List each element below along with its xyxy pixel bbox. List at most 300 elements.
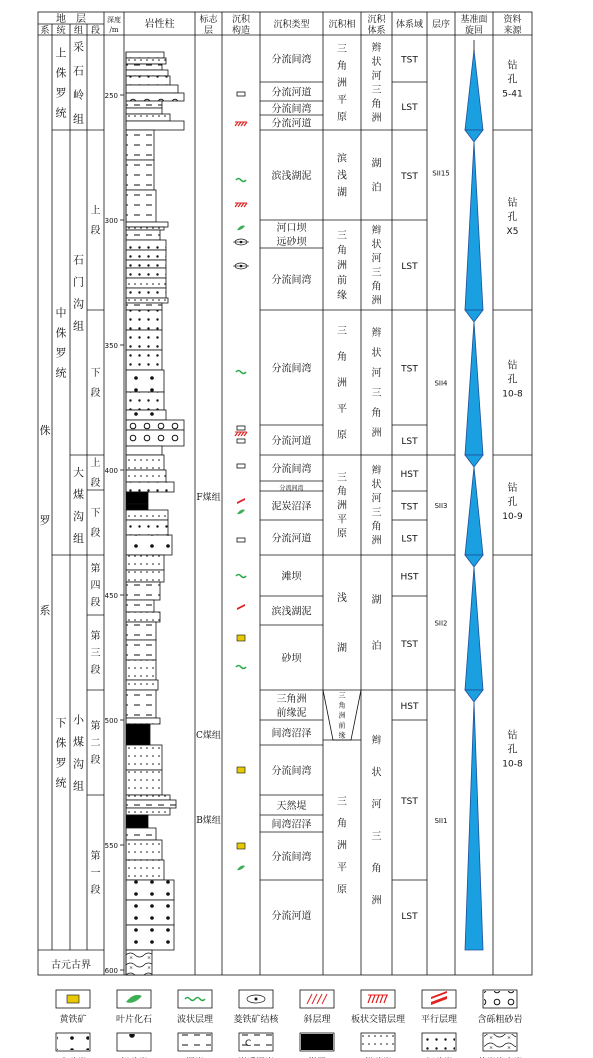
lithology-bed xyxy=(126,808,170,815)
header-base-level-2: 旋回 xyxy=(464,26,484,36)
member-4-char: 四 xyxy=(90,580,101,592)
lithology-bed xyxy=(126,288,166,298)
member-3 xyxy=(91,507,101,539)
sed-type-22: 分流河道 xyxy=(271,911,312,922)
source-0-a: 钻 xyxy=(507,60,518,72)
source-3-a: 钻 xyxy=(507,483,518,494)
sed-type-11: 泥炭沼泽 xyxy=(271,501,312,513)
formation-0 xyxy=(73,40,84,125)
depth-tick-600: 600 xyxy=(104,967,118,975)
source-1-a: 钻 xyxy=(507,198,518,209)
facies-3-char: 角 xyxy=(337,352,347,363)
sequence-3: SII2 xyxy=(434,619,448,628)
lithology-bed xyxy=(126,690,156,718)
formation-3-char: 组 xyxy=(73,779,84,793)
lithology-bed xyxy=(126,108,162,114)
formation-3-char: 煤 xyxy=(73,735,84,749)
lithology-bed xyxy=(126,230,160,240)
legend-item-15 xyxy=(477,1033,522,1058)
member-0-char: 上 xyxy=(90,205,101,217)
facies-2-char: 前 xyxy=(337,275,347,287)
member-5 xyxy=(91,629,101,676)
sed-type-17: 间湾沼泽 xyxy=(271,728,312,740)
header-systems-tract: 体系域 xyxy=(395,20,424,30)
facies-5-char: 浅 xyxy=(337,593,347,604)
facies-1-char: 湖 xyxy=(337,187,347,199)
member-6-char: 第 xyxy=(90,721,101,732)
legend-item-3 xyxy=(233,990,279,1025)
lithology-bed xyxy=(126,680,158,690)
table-frame xyxy=(38,12,532,975)
member-4 xyxy=(91,562,101,609)
formation-2-char: 组 xyxy=(73,531,84,545)
lithology-bed xyxy=(126,492,148,504)
sed-type-6: 分流间湾 xyxy=(271,275,312,286)
series-1-char: 侏 xyxy=(55,326,67,340)
header-marker-bed: 标志 xyxy=(199,15,218,25)
dep-system-2-char: 辫 xyxy=(371,225,382,237)
facies-6 xyxy=(339,691,346,739)
header-facies: 沉积相 xyxy=(328,20,356,30)
leaf-fossil-icon xyxy=(237,226,245,231)
facies-0-char: 洲 xyxy=(337,78,347,89)
lithology-bed xyxy=(126,520,168,535)
lithology-bed xyxy=(126,370,164,392)
member-6-char: 二 xyxy=(90,738,101,749)
pyrite-icon xyxy=(237,635,245,641)
legend-item-13 xyxy=(361,1033,395,1058)
lithology-bed xyxy=(126,85,178,93)
facies-0 xyxy=(337,43,347,123)
parallel-bedding-icon xyxy=(237,604,245,610)
member-1-char: 段 xyxy=(90,388,101,399)
depth-tick-400: 400 xyxy=(104,467,118,475)
lithology-bed xyxy=(126,222,168,227)
sed-type-8: 分流河道 xyxy=(271,436,312,447)
source-0-c: 5-41 xyxy=(502,89,523,100)
facies-0-char: 角 xyxy=(337,61,347,72)
siderite-concretion-icon xyxy=(233,239,249,245)
dep-system-4-char: 河 xyxy=(371,493,382,505)
dep-system-6 xyxy=(372,734,382,907)
legend-item-11 xyxy=(238,1033,274,1058)
wavy-bedding-icon xyxy=(236,666,246,669)
member-0 xyxy=(91,204,101,237)
dep-system-3-char: 河 xyxy=(371,368,382,379)
facies-2-char: 角 xyxy=(337,245,347,257)
dep-system-6-char: 河 xyxy=(371,799,382,811)
sed-type-4: 滨浅湖泥 xyxy=(271,171,312,182)
sed-type-2: 分流间湾 xyxy=(271,104,312,115)
member-5-char: 第 xyxy=(90,631,101,642)
formation-2-char: 煤 xyxy=(73,487,84,501)
marker-bed-1: C煤组 xyxy=(196,731,221,741)
lithology-bed xyxy=(126,430,184,446)
systems-tract-13: LST xyxy=(401,912,418,922)
systems-tract-10: TST xyxy=(401,640,418,650)
legend-label-4: 斜层理 xyxy=(303,1015,331,1025)
lithology-bed xyxy=(126,470,166,482)
legend-item-4 xyxy=(300,990,334,1025)
member-7 xyxy=(91,849,101,896)
system-jurassic xyxy=(40,423,51,617)
legend-item-8 xyxy=(56,1033,90,1058)
siderite-nodule-icon xyxy=(237,464,245,468)
formation-1 xyxy=(73,253,84,332)
member-1 xyxy=(91,367,101,399)
facies-7-char: 角 xyxy=(337,818,347,830)
dep-system-6-char: 洲 xyxy=(371,895,382,907)
base-level-cycle-4 xyxy=(465,555,483,690)
lithology-bed xyxy=(126,76,170,85)
system-jurassic-char: 罗 xyxy=(39,513,51,527)
lithology-bed xyxy=(126,582,160,600)
header-strata: 地 层 xyxy=(56,14,86,25)
facies-3-char: 洲 xyxy=(337,378,347,389)
member-0-char: 段 xyxy=(90,225,101,237)
formation-0-char: 组 xyxy=(73,112,84,126)
systems-tract-11: HST xyxy=(400,702,419,712)
systems-tract-12: TST xyxy=(401,797,418,807)
dep-system-0-char: 河 xyxy=(371,71,382,82)
sed-type-19: 天然堤 xyxy=(276,801,307,812)
sed-type-16-a: 三角洲 xyxy=(276,694,307,705)
wavy-bedding-icon xyxy=(236,179,246,182)
dep-system-4-char: 状 xyxy=(371,479,382,491)
member-2-char: 段 xyxy=(90,478,101,489)
source-2-b: 孔 xyxy=(507,374,518,386)
parallel-bedding-icon xyxy=(237,498,245,504)
header-sed-structure: 沉积 xyxy=(231,15,251,25)
lithology-bed xyxy=(126,800,176,808)
member-3-char: 段 xyxy=(90,528,101,539)
facies-6-char: 前 xyxy=(338,721,346,730)
marker-bed-0: F煤组 xyxy=(196,493,221,503)
sequence-1: SII4 xyxy=(434,379,448,388)
sed-type-9: 分流间湾 xyxy=(271,464,312,475)
header-marker-bed-2: 层 xyxy=(203,26,214,36)
legend-item-0 xyxy=(56,990,90,1025)
facies-1-char: 滨 xyxy=(337,153,347,165)
dep-system-1-char: 泊 xyxy=(371,182,382,194)
legend-item-6 xyxy=(421,990,457,1025)
legend-item-12 xyxy=(300,1033,334,1058)
sed-type-16-b: 前缘泥 xyxy=(276,708,307,719)
base-level-cycle-1 xyxy=(465,130,483,310)
source-2-a: 钻 xyxy=(507,360,518,372)
source-3-b: 孔 xyxy=(507,497,518,508)
member-1-char: 下 xyxy=(90,368,101,379)
member-5-char: 段 xyxy=(90,665,101,676)
member-5-char: 三 xyxy=(90,648,101,659)
basement-label: 古元古界 xyxy=(51,960,91,971)
lithology-bed xyxy=(126,121,184,130)
legend-item-10 xyxy=(178,1033,212,1058)
lithology-bed xyxy=(126,950,152,975)
series-2-char: 下 xyxy=(55,716,67,730)
lithology-bed xyxy=(126,330,162,350)
facies-3-char: 平 xyxy=(337,404,347,415)
lithology-bed xyxy=(126,260,166,268)
sed-type-5-a: 河口坝 xyxy=(276,223,307,234)
sed-type-1: 分流河道 xyxy=(271,87,312,99)
lithology-bed xyxy=(126,570,164,582)
sed-type-18: 分流间湾 xyxy=(271,766,312,777)
legend-label-2: 波状层理 xyxy=(176,1015,214,1025)
leaf-fossil-icon xyxy=(237,866,245,871)
facies-0-char: 平 xyxy=(337,95,347,106)
formation-2 xyxy=(73,465,84,545)
facies-3-char: 原 xyxy=(337,430,347,441)
source-2-c: 10-8 xyxy=(502,389,523,400)
lithology-bed xyxy=(126,925,174,950)
member-7-char: 段 xyxy=(90,885,101,896)
series-0 xyxy=(56,45,67,119)
lithology-bed xyxy=(126,660,156,680)
dep-system-0 xyxy=(372,41,382,124)
header-dep-system-2: 体系 xyxy=(367,26,386,36)
pyrite-icon xyxy=(67,995,79,1003)
formation-3-char: 小 xyxy=(73,713,84,727)
facies-6-char: 角 xyxy=(338,701,346,710)
wavy-bedding-icon xyxy=(236,371,246,374)
member-7-char: 第 xyxy=(90,851,101,862)
header-sed-type: 沉积类型 xyxy=(273,20,310,30)
series-0-char: 罗 xyxy=(55,86,67,100)
header-base-level: 基准面 xyxy=(460,15,488,25)
dep-system-1-char: 湖 xyxy=(371,158,382,170)
depth-tick-450: 450 xyxy=(104,592,118,600)
facies-7 xyxy=(337,796,347,896)
lithology-bed xyxy=(126,880,174,900)
siderite-concretion-icon xyxy=(233,263,249,269)
dep-system-3 xyxy=(372,326,382,439)
facies-3-char: 三 xyxy=(337,326,347,337)
legend-item-7 xyxy=(477,990,522,1025)
lithology-bed xyxy=(126,70,168,76)
series-1-char: 统 xyxy=(55,366,67,380)
header-system: 系 xyxy=(40,26,50,36)
pyrite-icon xyxy=(237,843,245,849)
facies-5 xyxy=(337,591,347,654)
facies-7-char: 平 xyxy=(337,862,347,874)
lithology-bed xyxy=(126,482,174,492)
dep-system-4-char: 三 xyxy=(371,507,382,519)
formation-1-char: 石 xyxy=(73,253,84,267)
lithology-bed xyxy=(126,350,162,370)
facies-3 xyxy=(337,325,347,441)
facies-1-char: 浅 xyxy=(337,170,347,182)
dep-system-0-char: 状 xyxy=(371,57,382,68)
lithology-bed xyxy=(126,298,168,303)
facies-7-char: 原 xyxy=(337,884,347,896)
legend-item-2 xyxy=(177,990,213,1025)
formation-2-char: 大 xyxy=(73,465,84,479)
lithology-bed xyxy=(126,770,162,795)
legend-item-9 xyxy=(117,1033,151,1058)
series-2-char: 统 xyxy=(55,776,67,790)
lithology-bed xyxy=(126,622,156,640)
dep-system-3-char: 状 xyxy=(371,348,382,359)
dep-system-5 xyxy=(372,593,382,652)
dep-system-3-char: 辫 xyxy=(371,328,382,339)
systems-tract-9: HST xyxy=(400,572,419,583)
facies-4-char: 角 xyxy=(337,486,347,498)
lithology-bed xyxy=(126,227,164,230)
dep-system-0-char: 三 xyxy=(371,85,382,96)
facies-2-char: 三 xyxy=(337,230,347,242)
series-1-char: 罗 xyxy=(55,346,67,360)
systems-tract-1: LST xyxy=(401,103,418,113)
facies-4-char: 原 xyxy=(337,528,347,540)
base-level-cycle-3 xyxy=(465,455,483,555)
header-depth: 深度 xyxy=(107,16,121,24)
lithology-bed xyxy=(126,718,160,724)
lithology-bed xyxy=(126,250,166,260)
dep-system-4-char: 角 xyxy=(371,521,382,533)
facies-6-char: 洲 xyxy=(338,711,346,720)
lithology-bed xyxy=(126,900,174,925)
lithology-bed xyxy=(126,52,164,58)
base-level-cycle-0 xyxy=(465,50,483,130)
dep-system-2 xyxy=(372,224,382,307)
lithology-bed xyxy=(126,446,162,455)
member-6 xyxy=(91,719,101,766)
facies-4-char: 三 xyxy=(337,472,347,484)
dep-system-5-char: 湖 xyxy=(371,595,382,606)
header-dep-system: 沉积 xyxy=(367,15,386,25)
lithology-bed xyxy=(126,64,162,70)
dep-system-3-char: 洲 xyxy=(371,428,382,439)
dep-system-4 xyxy=(372,464,382,547)
facies-2 xyxy=(337,230,347,302)
dep-system-3-char: 三 xyxy=(371,388,382,399)
lithology-bed xyxy=(126,310,162,330)
marker-bed-2: B煤组 xyxy=(196,816,221,826)
sequence-0: SII15 xyxy=(432,169,450,178)
lithology-bed xyxy=(126,455,164,470)
series-0-char: 上 xyxy=(55,46,67,60)
lithology-bed xyxy=(126,392,164,410)
legend-label-0: 黄铁矿 xyxy=(59,1015,87,1025)
header-source: 资料 xyxy=(503,15,522,25)
formation-1-char: 组 xyxy=(73,319,84,333)
lithology-bed xyxy=(126,58,166,64)
formation-1-char: 沟 xyxy=(73,297,84,311)
series-0-char: 侏 xyxy=(55,66,67,80)
sed-type-12: 分流河道 xyxy=(271,533,312,545)
legend-item-1 xyxy=(116,990,152,1025)
siderite-nodule-icon xyxy=(237,426,245,430)
header-series: 统 xyxy=(56,26,66,36)
dep-system-2-char: 河 xyxy=(371,253,382,265)
sequence-2: SII3 xyxy=(434,502,448,510)
leaf-fossil-icon xyxy=(237,510,245,515)
sed-type-10: 分流间湾 xyxy=(279,485,304,492)
lithology-bed xyxy=(126,268,166,278)
member-2 xyxy=(91,456,101,489)
source-4-b: 孔 xyxy=(507,744,518,756)
pyrite-icon xyxy=(237,767,245,773)
dep-system-0-char: 辫 xyxy=(371,43,382,54)
dep-system-4-char: 洲 xyxy=(371,535,382,547)
system-jurassic-char: 侏 xyxy=(39,423,51,437)
header-sequence: 层序 xyxy=(431,20,451,30)
lithology-bed xyxy=(126,640,156,660)
sequence-4: SII1 xyxy=(434,817,448,825)
sed-type-20: 间湾沼泽 xyxy=(271,819,312,831)
lithology-bed xyxy=(126,815,148,828)
depth-tick-350: 350 xyxy=(104,342,118,350)
lithology-bed xyxy=(126,160,154,190)
tabular-cross-bedding-icon xyxy=(235,203,247,207)
formation-1-char: 门 xyxy=(73,275,84,289)
dep-system-1 xyxy=(372,157,382,194)
sed-type-0: 分流间湾 xyxy=(271,54,312,66)
lithology-bed xyxy=(126,410,166,420)
member-4-char: 第 xyxy=(90,563,101,575)
lithology-bed xyxy=(126,190,156,222)
tabular-cross-bedding-icon xyxy=(235,432,247,436)
systems-tract-4: TST xyxy=(401,364,418,375)
base-level-cycle-2 xyxy=(465,310,483,455)
member-3-char: 下 xyxy=(90,508,101,519)
header-sed-structure-2: 构造 xyxy=(231,26,251,36)
sed-type-15: 砂坝 xyxy=(281,653,302,665)
depth-tick-250: 250 xyxy=(104,92,118,100)
source-4-a: 钻 xyxy=(507,730,518,742)
legend-carbon-mark: C xyxy=(245,1039,252,1049)
facies-0-char: 原 xyxy=(337,112,347,123)
formation-0-char: 石 xyxy=(73,64,84,78)
siderite-nodule-icon xyxy=(237,538,245,542)
base-level-cycle-5 xyxy=(465,690,483,950)
dep-system-2-char: 三 xyxy=(371,267,382,279)
systems-tract-0: TST xyxy=(401,55,418,66)
legend-item-14 xyxy=(422,1033,456,1058)
sed-type-21: 分流间湾 xyxy=(271,852,312,863)
lithology-bed xyxy=(126,510,168,520)
systems-tract-7: TST xyxy=(401,502,418,513)
legend-label-5: 板状交错层理 xyxy=(350,1015,406,1025)
systems-tract-5: LST xyxy=(401,437,418,447)
lithology-bed xyxy=(126,240,166,250)
lithology-bed xyxy=(126,130,154,160)
member-6-char: 段 xyxy=(90,755,101,766)
formation-3 xyxy=(73,712,85,792)
sed-type-5-b: 远砂坝 xyxy=(276,237,307,248)
legend-swatch xyxy=(300,990,334,1008)
dep-system-2-char: 洲 xyxy=(371,295,382,307)
dep-system-2-char: 状 xyxy=(371,239,382,251)
lithology-bed xyxy=(126,555,164,570)
series-2 xyxy=(56,716,67,789)
member-7-char: 一 xyxy=(90,868,101,879)
lithology-bed xyxy=(126,114,170,121)
series-1 xyxy=(56,305,67,379)
dep-system-6-char: 辫 xyxy=(371,735,382,747)
header-member: 段 xyxy=(90,26,101,36)
lithology-bed xyxy=(126,101,162,108)
facies-7-char: 三 xyxy=(337,796,347,808)
dep-system-2-char: 角 xyxy=(371,281,382,293)
lithology-bed xyxy=(126,795,170,800)
series-2-char: 罗 xyxy=(55,756,67,770)
lithology-bed xyxy=(126,612,160,622)
legend-label-1: 叶片化石 xyxy=(115,1015,153,1025)
facies-6-char: 缘 xyxy=(338,731,346,740)
source-0-b: 孔 xyxy=(507,74,518,86)
